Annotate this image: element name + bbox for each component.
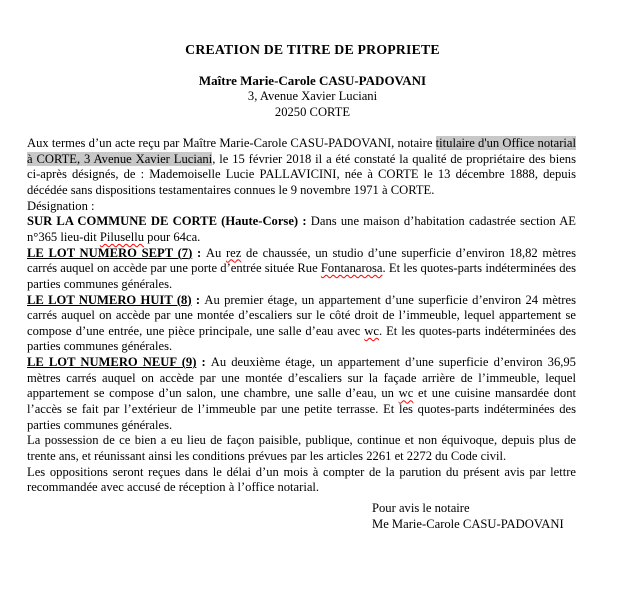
oppositions-text: Les oppositions seront reçues dans le délai d’un mois à compter de la parution du présent avis par lettre recommandée avec accusé de réception à l’office notarial. <box>27 464 576 495</box>
notary-name: Maître Marie-Carole CASU-PADOVANI <box>198 73 427 89</box>
spacer <box>27 120 598 136</box>
intro-text-post: , le 15 février 2018 il a été constaté la qualité de propriétaire des biens ci-après désignés, de : Mademoiselle Lucie PALLAVICINI, née à CORTE le 13 décembre 1888, depuis décédée sans dispositions testamentaires connues le 9 novembre 1971 à CORTE. <box>27 151 576 197</box>
lot7-heading: LE LOT NUMERO SEPT (7) <box>27 245 193 260</box>
lot7-paragraph <box>27 246 576 293</box>
lot8-text-2: . Et les quotes-parts indéterminées des parties communes générales. <box>27 323 576 354</box>
possession-paragraph <box>27 433 576 464</box>
lot8-colon: : <box>191 292 205 307</box>
lot7-text-2: de chaussée, un studio d’une superficie d’environ 18,82 mètres carrés auquel on accède par une porte d’entrée située Rue <box>27 245 576 276</box>
designation-line <box>27 199 576 215</box>
document-header <box>27 42 598 136</box>
misspelled-word-wc: wc <box>364 323 379 338</box>
lot7-colon: : <box>192 245 206 260</box>
oppositions-paragraph <box>27 465 576 496</box>
misspelled-word-rez: rez <box>225 245 242 260</box>
signature-line1: Pour avis le notaire <box>372 501 470 516</box>
misspelled-word-pilusellu: Pilusellu <box>99 229 144 244</box>
lot7-text-3: . Et les quotes-parts indéterminées des parties communes générales. <box>27 261 576 291</box>
document-title: CREATION DE TITRE DE PROPRIETE <box>185 42 440 57</box>
notary-city: 20250 CORTE <box>274 104 351 119</box>
notary-address: 3, Avenue Xavier Luciani <box>247 88 378 103</box>
lot8-heading: LE LOT NUMERO HUIT (8) <box>27 292 192 307</box>
commune-heading: SUR LA COMMUNE DE CORTE (Haute-Corse) : <box>27 214 307 229</box>
intro-text-pre: Aux termes d’un acte reçu par Maître Marie-Carole CASU-PADOVANI, notaire <box>27 135 436 150</box>
lot9-paragraph <box>27 355 576 433</box>
signature-block <box>27 501 576 532</box>
lot9-colon: : <box>196 355 211 370</box>
lot9-text-2: et une cuisine mansardée dont l’accès se fait par l’extérieur de l’immeuble par une petite terrasse. Et les quotes-parts indéterminées des parties communes générales. <box>27 386 576 432</box>
lot8-paragraph <box>27 293 576 356</box>
signature-line2: Me Marie-Carole CASU-PADOVANI <box>372 516 564 531</box>
designation-label: Désignation : <box>27 198 95 213</box>
commune-text-pre: Dans une maison d’habitation cadastrée section AE n°365 lieu-dit <box>27 214 576 244</box>
commune-paragraph <box>27 214 576 245</box>
possession-text: La possession de ce bien a eu lieu de façon paisible, publique, continue et non équivoque, depuis plus de trente ans, et réunissant ainsi les conditions prévues par les articles 2261 et 2272 du Code civil. <box>27 433 576 464</box>
intro-paragraph <box>27 136 576 199</box>
highlighted-text: titulaire d'un Office notarial à CORTE, 3 Avenue Xavier Luciani <box>27 135 576 166</box>
lot7-text-1: Au <box>205 245 226 260</box>
misspelled-word-wc: wc <box>398 386 414 401</box>
spacer <box>27 58 598 74</box>
lot8-text-1: Au premier étage, un appartement d’une superficie d’environ 24 mètres carrés auquel on accède par une montée d’escaliers sur le côté droit de l’immeuble, lequel appartement se compose d’une entrée, une pièce principale, une salle d’eau avec <box>27 292 576 338</box>
misspelled-word-fontanarosa: Fontanarosa <box>320 261 383 276</box>
commune-text-post: pour 64ca. <box>144 229 201 244</box>
lot9-text-1: Au deuxième étage, un appartement d’une superficie d’environ 36,95 mètres carrés auquel on accède par une montée d’escaliers sur la façade arrière de l’immeuble, lequel appartement se compose d’un salon, une chambre, une salle d’eau, un <box>27 355 576 401</box>
document-body <box>27 136 576 496</box>
lot9-heading: LE LOT NUMERO NEUF (9) <box>27 355 197 370</box>
